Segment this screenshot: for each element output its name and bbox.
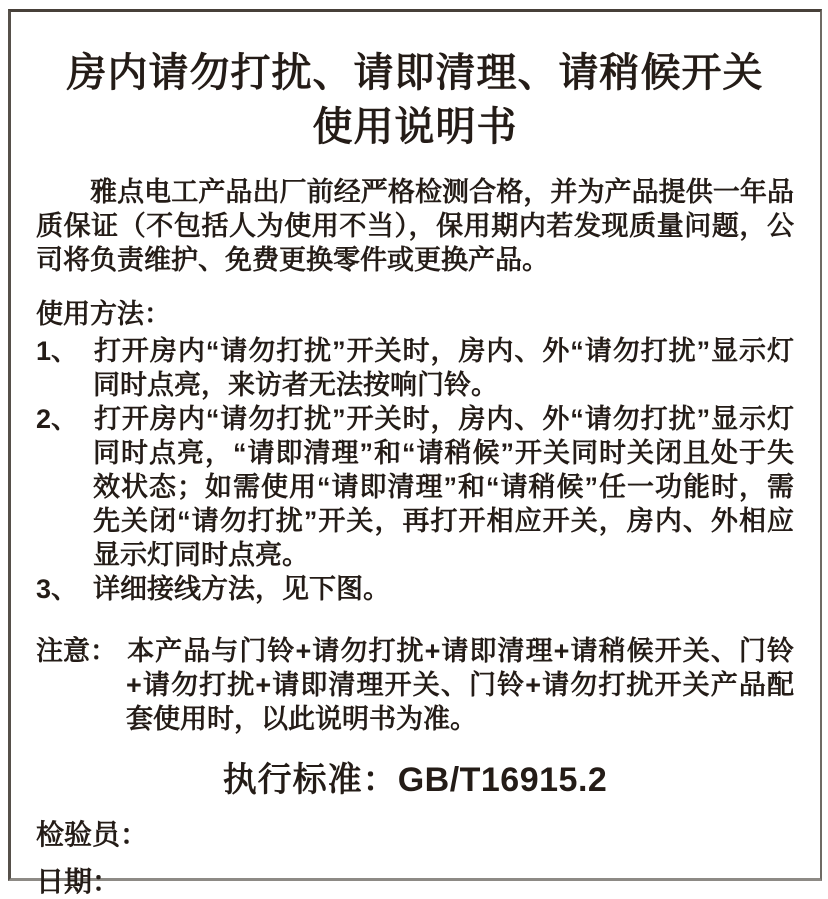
inspector-label: 检验员： — [36, 819, 149, 850]
warranty-paragraph: 雅点电工产品出厂前经严格检测合格，并为产品提供一年品质保证（不包括人为使用不当），保用期内若发现质量问题，公司将负责维护、免费更换零件或更换产品。 — [36, 177, 794, 275]
item-number: 1、 — [36, 336, 79, 366]
item-text: 打开房内“请勿打扰”开关时，房内、外“请勿打扰”显示灯同时点亮，“请即清理”和“请稍候”开关同时关闭且处于失效状态；如需使用“请即清理”和“请稍候”任一功能时，需先关闭“请勿打扰”开关，再打开相应开关，房内、外相应显示灯同时点亮。 — [93, 404, 794, 570]
sheet-content — [36, 34, 794, 899]
usage-item-2 — [36, 402, 794, 572]
usage-item-3 — [36, 572, 794, 606]
notice-label: 注意： — [36, 636, 117, 666]
usage-item-1 — [36, 334, 794, 402]
usage-method-heading: 使用方法： — [36, 299, 171, 329]
date-label: 日期： — [36, 866, 121, 897]
usage-list — [36, 334, 794, 606]
document-title — [36, 46, 794, 154]
document-title-line-1: 房内请勿打扰、请即清理、请稍候开关 — [66, 51, 764, 95]
notice-block — [36, 634, 794, 736]
standard-line — [36, 760, 794, 800]
item-number: 2、 — [36, 404, 79, 434]
item-text: 详细接线方法，见下图。 — [93, 574, 390, 604]
item-number: 3、 — [36, 574, 79, 604]
standard-value: GB/T16915.2 — [397, 761, 608, 799]
notice-text: 本产品与门铃+请勿打扰+请即清理+请稍候开关、门铃+请勿打扰+请即清理开关、门铃+请勿打扰开关产品配套使用时，以此说明书为准。 — [126, 636, 794, 734]
document-title-line-2: 使用说明书 — [312, 105, 518, 149]
standard-label: 执行标准： — [222, 761, 398, 799]
item-text: 打开房内“请勿打扰”开关时，房内、外“请勿打扰”显示灯同时点亮，来访者无法按响门铃。 — [93, 336, 794, 400]
